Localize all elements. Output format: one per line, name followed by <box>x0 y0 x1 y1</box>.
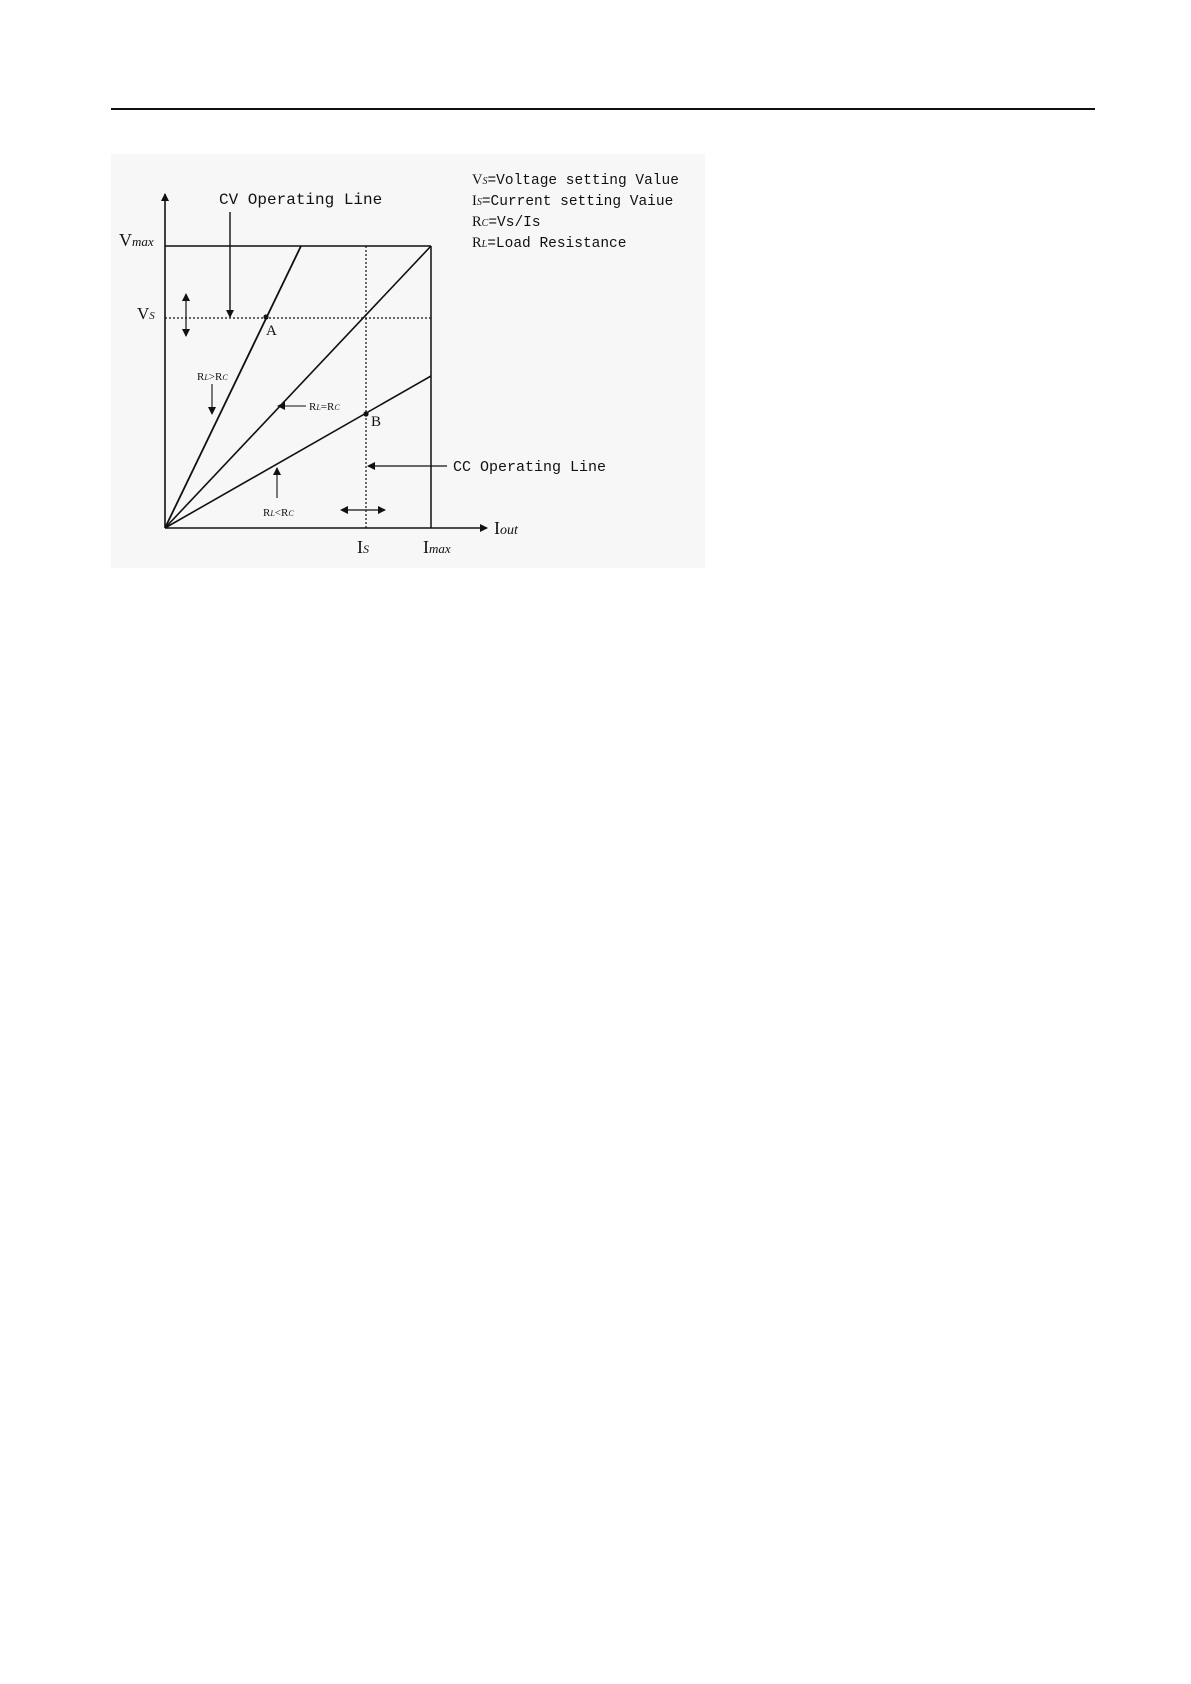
header-rule <box>111 108 1095 110</box>
load-line-rl-eq-rc <box>165 246 431 528</box>
rl-eq-rc-label: RL=RC <box>309 401 340 413</box>
point-a-label: A <box>266 323 277 339</box>
rl-lt-rc-label: RL<RC <box>263 507 294 519</box>
is-label: IS <box>357 537 369 557</box>
legend-item: VS=Voltage setting Value <box>472 172 679 189</box>
legend-item: RL=Load Resistance <box>472 235 627 252</box>
diagram-svg <box>111 154 705 568</box>
cv-cc-operating-diagram <box>111 154 705 568</box>
legend <box>472 172 679 252</box>
iout-axis-label: Iout <box>494 518 518 538</box>
rl-gt-rc-label: RL>RC <box>197 371 228 383</box>
load-line-rl-gt-rc <box>165 246 301 528</box>
point-a-marker <box>263 314 268 319</box>
point-b-label: B <box>371 414 382 430</box>
cv-operating-line-label: CV Operating Line <box>219 191 383 209</box>
load-line-rl-lt-rc <box>165 376 431 528</box>
point-b-marker <box>363 411 368 416</box>
vmax-label: Vmax <box>119 230 154 250</box>
legend-item: IS=Current setting Vaiue <box>472 193 674 210</box>
legend-item: RC=Vs/Is <box>472 214 541 231</box>
imax-label: Imax <box>423 537 451 557</box>
vs-label: VS <box>137 304 155 323</box>
cc-operating-line-label: CC Operating Line <box>453 459 607 476</box>
